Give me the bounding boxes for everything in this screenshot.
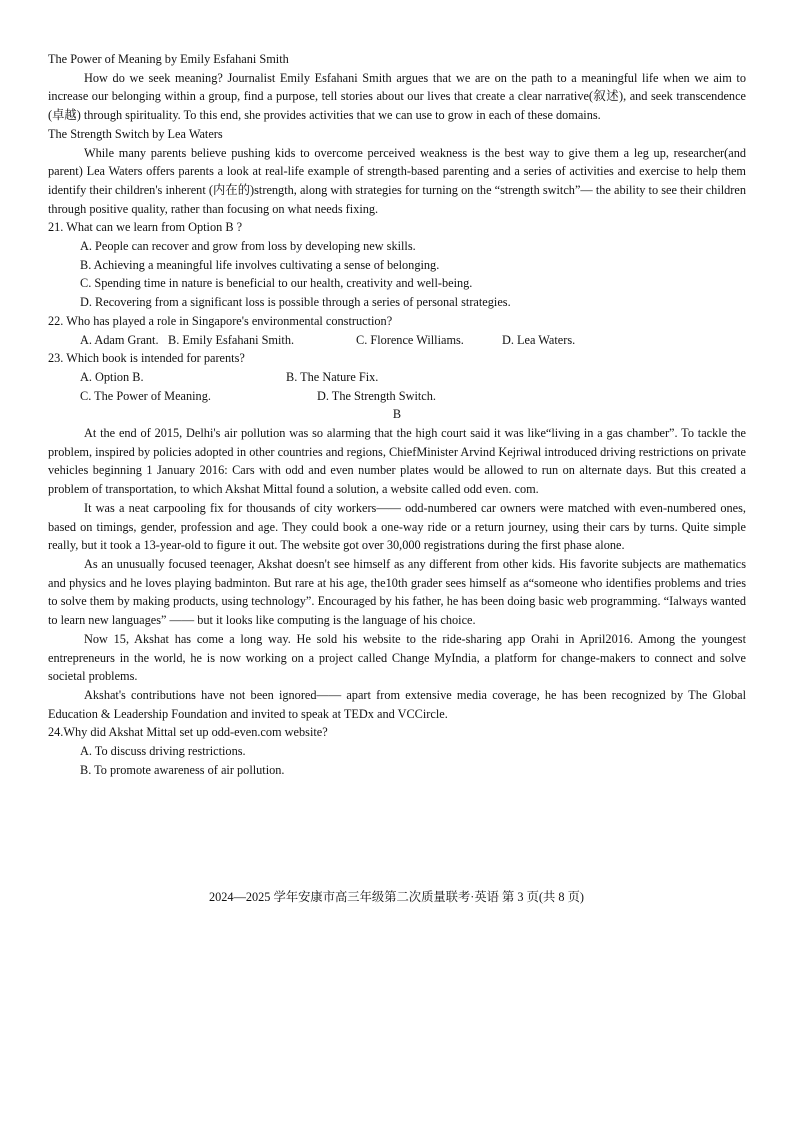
page-footer: 2024—2025 学年安康市高三年级第二次质量联考·英语 第 3 页(共 8 页) xyxy=(208,890,585,904)
book2-title: The Strength Switch by Lea Waters xyxy=(48,126,223,141)
book1-title: The Power of Meaning by Emily Esfahani Smith xyxy=(48,52,289,66)
page-content xyxy=(48,50,746,779)
book1-description: How do we seek meaning? Journalist Emily Esfahani Smith argues that we are on the path to a meaningful life when we aim to increase our belonging within a group, find a purpose, tell stories about our lives that create a clear narrative(叙述), and seek transcendence (卓越) through spirituality. To this end, she provides activities that we can use to grow in each of these domains. xyxy=(48,70,746,123)
question-21-option-b: B. Achieving a meaningful life involves cultivating a sense of belonging. xyxy=(80,257,440,272)
question-21-option-c: C. Spending time in nature is beneficial to our health, creativity and well-being. xyxy=(80,276,473,291)
question-22-option-d: D. Lea Waters. xyxy=(502,332,576,347)
question-21: 21. What can we learn from Option B ? xyxy=(48,220,243,235)
passage-b-paragraph-2: It was a neat carpooling fix for thousands of city workers—— odd-numbered car owners were matched with even-numbered ones, based on timings, gender, profession and age. They could book a one-way ride or a return journey, using their cars by turns. Quite simple really, but it took a 13-year-old to figure it out. The website got over 30,000 registrations during the first phase alone. xyxy=(48,500,746,553)
question-22: 22. Who has played a role in Singapore's environmental construction? xyxy=(48,313,393,328)
question-23-option-b: B. The Nature Fix. xyxy=(286,369,379,384)
question-22-option-a: A. Adam Grant. xyxy=(80,332,159,347)
question-23: 23. Which book is intended for parents? xyxy=(48,351,245,366)
question-22-option-c: C. Florence Williams. xyxy=(356,332,464,347)
question-21-option-a: A. People can recover and grow from loss by developing new skills. xyxy=(80,239,416,254)
question-22-option-b: B. Emily Esfahani Smith. xyxy=(168,332,295,347)
book2-description: While many parents believe pushing kids to overcome perceived weakness is the best way to give them a leg up, researcher(and parent) Lea Waters offers parents a look at real-life example of strength-based parenting and a series of activities and exercise to help them identify their children's inherent (内在的)strength, along with strategies for turning on the “strength switch”— the ability to see their children through positive quality, rather than focusing on what needs fixing. xyxy=(48,145,746,216)
passage-b-paragraph-4: Now 15, Akshat has come a long way. He sold his website to the ride-sharing app Orahi in April2016. Among the youngest entrepreneurs in the world, he is now working on a project called Change MyIndia, a platform for change-makers to connect and solve societal problems. xyxy=(48,631,746,684)
question-24-option-a: A. To discuss driving restrictions. xyxy=(80,744,246,759)
question-24-option-b: B. To promote awareness of air pollution. xyxy=(80,762,285,777)
passage-b-paragraph-5: Akshat's contributions have not been ignored—— apart from extensive media coverage, he has been recognized by The Global Education & Leadership Foundation and invited to speak at TEDx and VCCircle. xyxy=(48,687,746,721)
question-23-option-a: A. Option B. xyxy=(80,369,144,384)
passage-b-paragraph-3: As an unusually focused teenager, Akshat doesn't see himself as any different from other kids. His favorite subjects are mathematics and physics and he loves playing badminton. But rare at his age, the10th grader sees himself as a“someone who identifies problems and tries to solve them by making products, using technology”. Encouraged by his father, he has been doing basic web programming. “Ialways wanted to learn new languages” —— but it looks like computing is the language of his choice. xyxy=(48,556,746,628)
question-21-option-d: D. Recovering from a significant loss is possible through a series of personal strategies. xyxy=(80,295,511,310)
question-23-option-d: D. The Strength Switch. xyxy=(317,388,436,403)
question-22-options xyxy=(80,331,746,350)
passage-b-paragraph-1: At the end of 2015, Delhi's air pollution was so alarming that the high court said it was like“living in a gas chamber”. To tackle the problem, inspired by policies adopted in other countries and regions, ChiefMinister Arvind Kejriwal introduced driving restrictions on private vehicles beginning 1 January 2016: Cars with odd and even number plates would be allowed to run on alternate days. But this created a problem of transportation, to which Akshat Mittal found a solution, a website called odd even. com. xyxy=(48,426,746,497)
question-23-options-row2 xyxy=(80,387,746,406)
question-23-options-row1 xyxy=(80,368,746,387)
question-24: 24.Why did Akshat Mittal set up odd-even.com website? xyxy=(48,725,328,740)
question-23-option-c: C. The Power of Meaning. xyxy=(80,388,211,403)
section-b-label: B xyxy=(392,407,402,422)
